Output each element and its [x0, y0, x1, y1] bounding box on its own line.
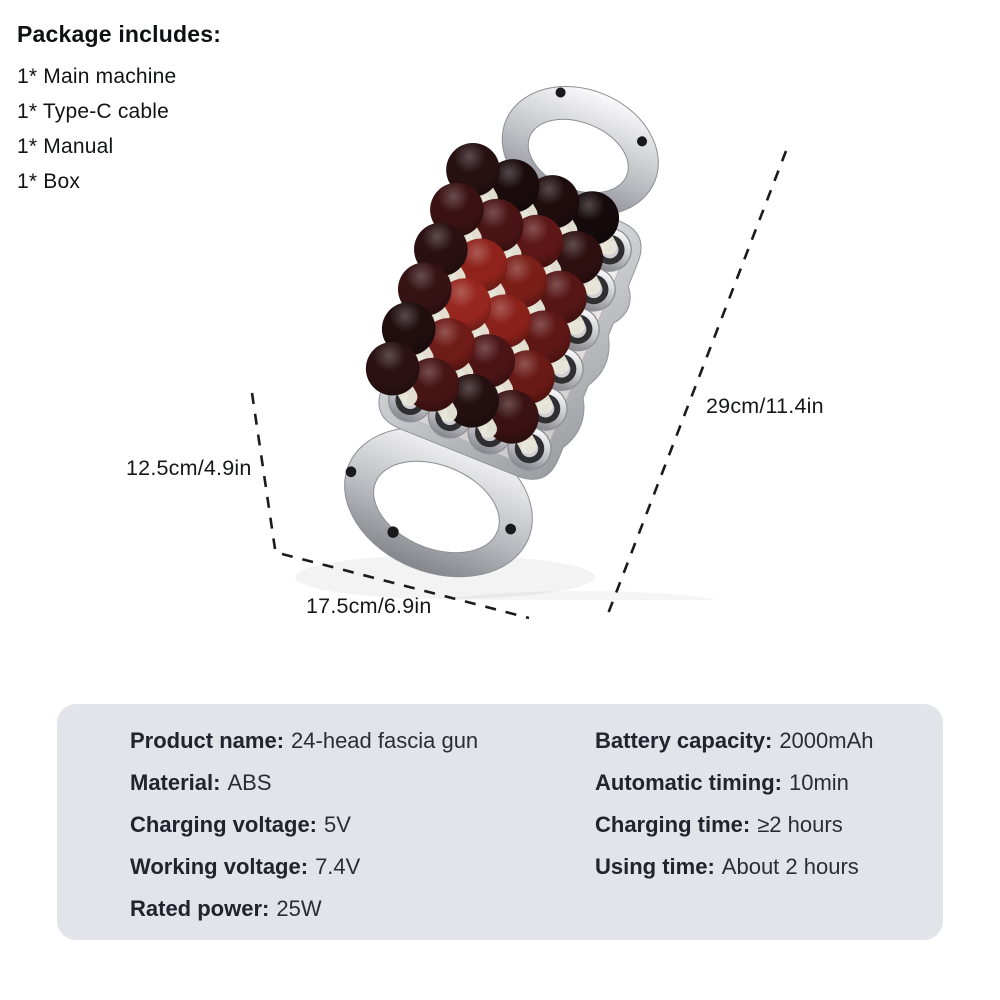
spec-row — [130, 888, 595, 930]
package-title: Package includes: — [17, 21, 222, 47]
package-list — [17, 21, 221, 199]
package-item: 1* Manual — [17, 135, 114, 158]
spec-row — [595, 846, 874, 888]
fascia-gun-image — [240, 50, 790, 600]
spec-value: 24-head fascia gun — [291, 728, 479, 753]
spec-row — [130, 846, 595, 888]
spec-value: 2000mAh — [779, 728, 874, 753]
dimension-label-height: 29cm/11.4in — [706, 394, 824, 418]
spec-label: Charging time: — [595, 812, 751, 837]
dimension-label-side: 12.5cm/4.9in — [126, 456, 252, 480]
dimension-label-width: 17.5cm/6.9in — [306, 594, 432, 618]
spec-box — [57, 704, 943, 940]
spec-row — [595, 762, 874, 804]
spec-column-right — [595, 720, 874, 940]
spec-value: 5V — [324, 812, 351, 837]
spec-row — [130, 762, 595, 804]
spec-label: Rated power: — [130, 896, 270, 921]
spec-row — [130, 804, 595, 846]
spec-label: Working voltage: — [130, 854, 309, 879]
spec-row — [130, 720, 595, 762]
package-items — [17, 59, 221, 199]
spec-label: Product name: — [130, 728, 285, 753]
spec-row — [595, 804, 874, 846]
device-group — [302, 50, 699, 600]
package-item: 1* Box — [17, 170, 81, 193]
spec-value: About 2 hours — [721, 854, 859, 879]
spec-label: Using time: — [595, 854, 715, 879]
package-item: 1* Main machine — [17, 65, 177, 88]
spec-value: ABS — [227, 770, 272, 795]
spec-label: Battery capacity: — [595, 728, 773, 753]
spec-value: 7.4V — [315, 854, 361, 879]
spec-label: Material: — [130, 770, 221, 795]
spec-label: Charging voltage: — [130, 812, 318, 837]
spec-row — [595, 720, 874, 762]
spec-value: 10min — [789, 770, 849, 795]
spec-column-left — [130, 720, 595, 940]
spec-value: 25W — [276, 896, 322, 921]
spec-value: ≥2 hours — [757, 812, 843, 837]
spec-label: Automatic timing: — [595, 770, 782, 795]
package-item: 1* Type-C cable — [17, 100, 170, 123]
